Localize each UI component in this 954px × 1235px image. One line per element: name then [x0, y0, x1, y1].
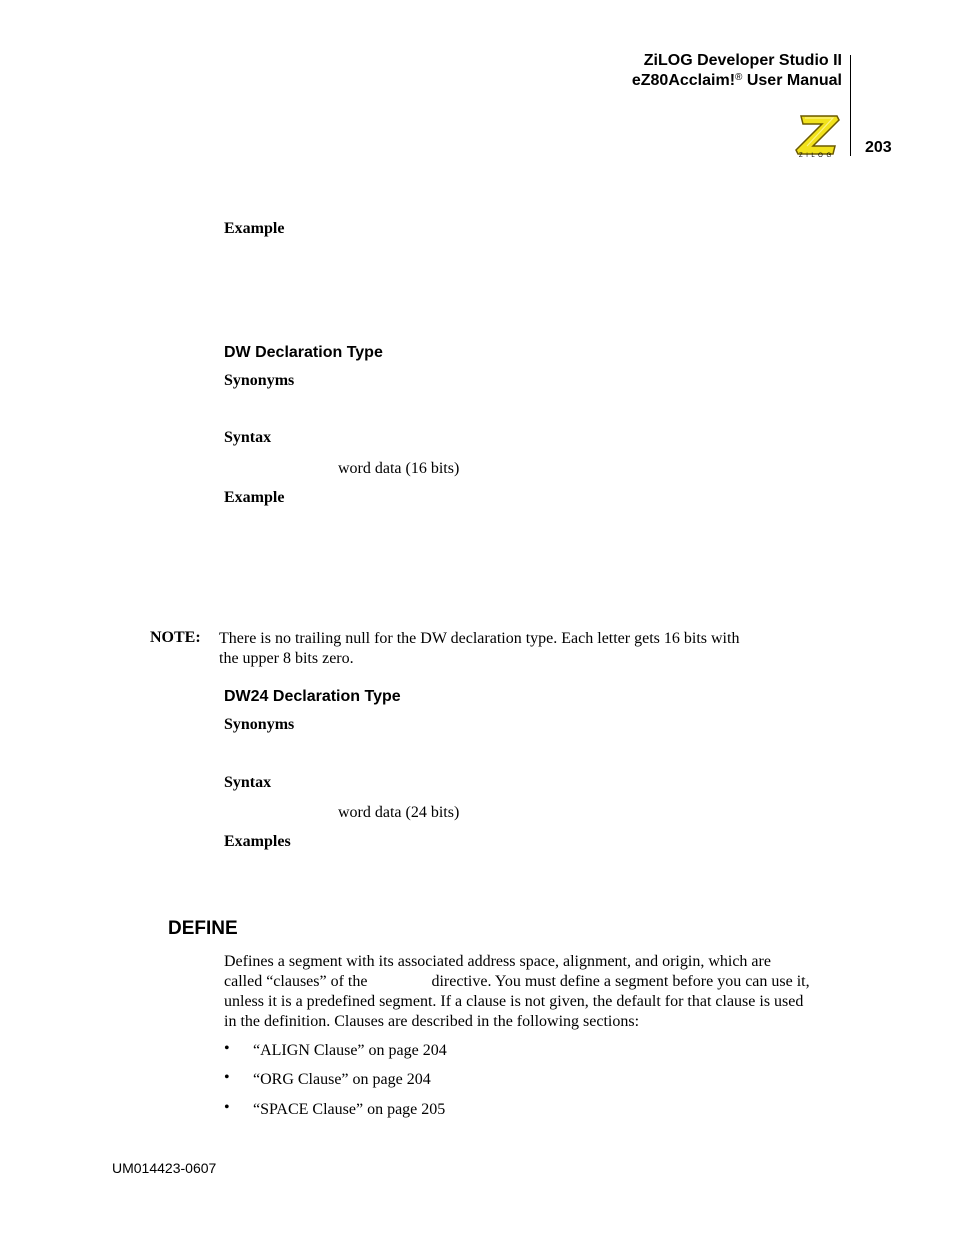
bullet-icon: • [224, 1040, 230, 1057]
logo-wordmark: Z i L O G [799, 153, 833, 159]
note-line-1: There is no trailing null for the DW declaration type. Each letter gets 16 bits with [219, 630, 740, 647]
define-line-1: Defines a segment with its associated address space, alignment, and origin, which are [224, 953, 771, 970]
header-manual-label: User Manual [742, 72, 842, 89]
example-label-top: Example [224, 220, 285, 237]
define-paragraph [224, 952, 844, 1032]
registered-mark: ® [735, 72, 743, 83]
header-divider [850, 55, 851, 156]
note-label: NOTE: [150, 629, 201, 646]
zilog-logo-icon [795, 112, 843, 162]
footer-doc-id: UM014423-0607 [112, 1160, 217, 1176]
link-org-clause[interactable]: “ORG Clause” on page 204 [253, 1071, 431, 1088]
header-title-line1: ZiLOG Developer Studio II [643, 52, 842, 69]
dw24-examples-label: Examples [224, 833, 291, 850]
dw-syntax-label: Syntax [224, 429, 272, 446]
dw24-syntax-label: Syntax [224, 774, 272, 791]
page-number: 203 [865, 139, 892, 156]
link-space-clause[interactable]: “SPACE Clause” on page 205 [253, 1101, 446, 1118]
define-line-2 [224, 972, 844, 992]
dw-heading: DW Declaration Type [224, 344, 383, 361]
dw24-syntax-description: word data (24 bits) [338, 804, 460, 821]
define-line-3: unless it is a predefined segment. If a clause is not given, the default for that clause is used [224, 993, 804, 1010]
dw-syntax-description: word data (16 bits) [338, 460, 460, 477]
bullet-icon: • [224, 1099, 230, 1116]
header-product-name: eZ80Acclaim! [631, 72, 736, 89]
define-line-4: in the definition. Clauses are described in the following sections: [224, 1013, 640, 1030]
define-heading: DEFINE [168, 918, 238, 939]
define-line-2a: called “clauses” of the [224, 973, 368, 990]
note-line-2: the upper 8 bits zero. [219, 650, 354, 667]
note-text [219, 629, 799, 669]
header-title-line2 [632, 72, 842, 90]
dw24-heading: DW24 Declaration Type [224, 688, 401, 705]
dw-example-label: Example [224, 489, 285, 506]
dw24-synonyms-label: Synonyms [224, 716, 295, 733]
link-align-clause[interactable]: “ALIGN Clause” on page 204 [253, 1042, 447, 1059]
bullet-icon: • [224, 1069, 230, 1086]
define-line-2b: directive. You must define a segment before you can use it, [431, 973, 810, 990]
dw-synonyms-label: Synonyms [224, 372, 295, 389]
